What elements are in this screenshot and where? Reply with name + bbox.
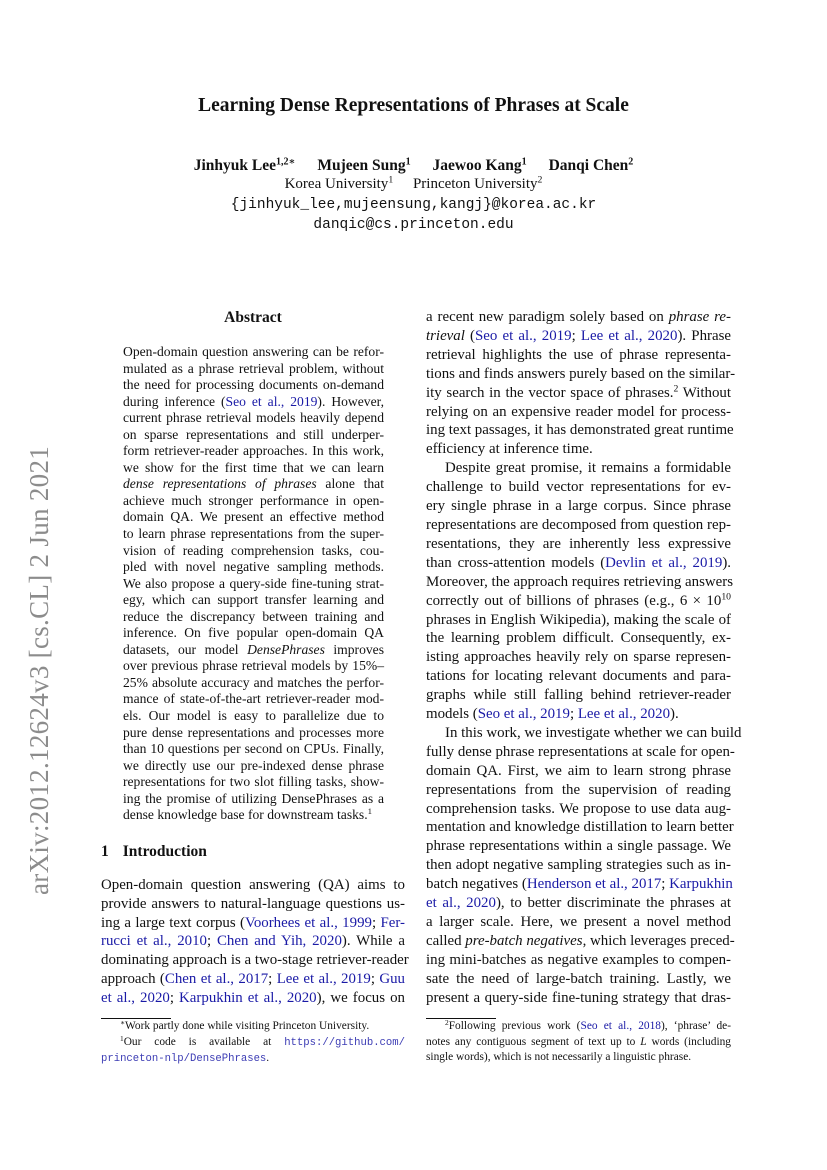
text-line (426, 421, 734, 440)
section-number: 1 (101, 843, 109, 860)
text: we show for the first time that we can learn (123, 459, 384, 475)
text: sate the need of large-batch training. Lastly, we (426, 970, 731, 987)
text-line (426, 554, 731, 573)
text: tions and finds answers purely based on the similar- (426, 365, 736, 382)
text: vision of reading comprehension tasks, cou- (123, 542, 384, 558)
text-line (101, 914, 405, 933)
text: ), we focus on (316, 989, 405, 1006)
text: the need for processing documents on-demand (123, 377, 384, 393)
text: approach ( (101, 970, 165, 987)
text-line (123, 509, 384, 526)
text-line (426, 762, 731, 781)
url-link[interactable]: https://github.com/ (284, 1036, 405, 1049)
text-line (426, 346, 731, 365)
footnote-mark: 1 (120, 1033, 124, 1043)
text: dominating approach is a two-stage retriever-reader (101, 952, 409, 968)
text: ). While a (341, 933, 405, 950)
text-line (426, 308, 731, 327)
text-line (426, 932, 735, 951)
citation-link[interactable]: Chen et al., 2017 (164, 970, 269, 987)
footnote-mark: 2 (445, 1017, 449, 1027)
text: ; (207, 933, 217, 950)
italic-text: trieval (426, 327, 465, 344)
text-line (123, 559, 384, 576)
introduction-body (101, 876, 409, 1007)
citation-link[interactable]: Seo et al., 2018 (580, 1020, 661, 1032)
text-line (426, 535, 731, 554)
text-line (101, 876, 405, 895)
text: current phrase retrieval models heavily depend (123, 410, 384, 426)
text-line (123, 741, 384, 758)
text-line (101, 932, 405, 951)
text-line (123, 394, 384, 411)
text-line (426, 913, 731, 932)
text-line (123, 625, 384, 642)
text: retrieval highlights the use of phrase representa- (426, 346, 731, 363)
text: pure dense representations and processes more (123, 724, 384, 740)
author-mark: 2 (628, 156, 634, 168)
text-line (123, 807, 384, 824)
text-line (426, 743, 735, 762)
text-line (123, 708, 384, 725)
text-line (426, 781, 731, 800)
text: mulated as a phrase retrieval problem, without (123, 360, 384, 376)
text: ). However, (317, 393, 384, 409)
text: then adopt negative sampling strategies such as in- (426, 857, 731, 874)
text: representations for two slot filling tasks, show- (123, 774, 384, 790)
text-line (123, 443, 384, 460)
text-line (426, 800, 731, 819)
author-list (0, 157, 827, 175)
author-name: Danqi Chen (548, 157, 629, 174)
author-name: Mujeen Sung (317, 157, 406, 174)
text: correctly out of billions of phrases (e.g., 6 × 10 (426, 592, 722, 609)
text: ing text passages, it has demonstrated great runtime (426, 422, 734, 439)
text-line (426, 951, 731, 970)
text-line (101, 970, 405, 989)
author (194, 157, 296, 174)
footnote-mark: ∗ (120, 1017, 126, 1027)
url-link[interactable]: princeton-nlp/DensePhrases (101, 1053, 267, 1066)
text-line (123, 609, 384, 626)
text-line (426, 403, 731, 422)
text: achieve much stronger performance in open- (123, 492, 384, 508)
text-line (426, 611, 731, 630)
text-line (426, 478, 731, 497)
text: els. Our model is easy to parallelize due to (123, 708, 384, 724)
text-line (123, 642, 384, 659)
text: ), to better discriminate the phrases at (495, 895, 731, 912)
author (317, 157, 410, 174)
text: called (426, 932, 466, 949)
text: Our code is available at (123, 1035, 285, 1048)
text: tations for locating relevant documents and para- (426, 668, 731, 685)
text-line (426, 1050, 731, 1066)
section-heading-introduction (101, 843, 207, 861)
text-line (123, 427, 384, 444)
citation-link[interactable]: et al., 2020 (101, 989, 170, 1006)
section-title: Introduction (122, 843, 207, 860)
citation-link[interactable]: Karpukhin (669, 876, 733, 893)
text-line (426, 365, 736, 384)
text: resentations, they are inherently less expressive (426, 535, 731, 552)
text: domain QA. We present an effective method (123, 509, 384, 525)
text-line (426, 818, 734, 837)
text: dense knowledge base for downstream tasks. (123, 807, 368, 823)
text: Moreover, the approach requires retrieving answers (426, 573, 734, 590)
footnotes-left (101, 1019, 405, 1068)
text-line (426, 1019, 731, 1035)
author (549, 157, 634, 174)
text: mance of state-of-the-art retriever-reader mod- (123, 691, 384, 707)
text-line (426, 894, 731, 913)
text-line (101, 989, 405, 1008)
text: mentation and knowledge distillation to learn better (426, 819, 734, 836)
text: comprehension tasks. We propose to use data aug- (426, 800, 731, 817)
text: models ( (426, 706, 478, 723)
text: reduce the discrepancy between training and (123, 608, 384, 624)
text: ; (661, 876, 670, 893)
text: graphs while still falling behind retriever-reader (426, 687, 731, 704)
author-name: Jinhyuk Lee (193, 157, 276, 174)
text-line (426, 592, 731, 611)
citation-link[interactable]: Seo et al., 2019 (477, 706, 570, 723)
text: representations from the supervision of reading (426, 781, 731, 798)
text-line (123, 791, 384, 808)
text-line (426, 970, 731, 989)
text: alone that (316, 476, 384, 492)
text: ing a large text corpus ( (101, 914, 245, 931)
text: on sparse representations and still underper- (123, 426, 384, 442)
text: than 10 questions per second on CPUs. Finally, (123, 741, 384, 757)
text-line (101, 895, 405, 914)
citation-link[interactable]: Henderson et al., 2017 (526, 876, 662, 893)
text: we directly use our pre-indexed dense phrase (123, 757, 384, 773)
text-line (426, 629, 731, 648)
text: challenge to build vector representations for ev- (426, 479, 731, 496)
citation-link[interactable]: Devlin et al., 2019 (605, 554, 723, 571)
text: Despite great promise, it remains a formidable (445, 460, 731, 477)
citation-link[interactable]: Lee et al., 2019 (276, 970, 371, 987)
citation-link[interactable]: Guu (379, 970, 405, 987)
abstract-body (123, 344, 384, 824)
text: present a query-side fine-tuning strategy that dras- (426, 989, 731, 1006)
text: improves (324, 641, 384, 657)
italic-text: L (640, 1035, 647, 1048)
text: than cross-attention models ( (426, 554, 606, 571)
text-line (101, 1035, 405, 1052)
text-line (426, 875, 731, 894)
text: to learn phrase representations from the super- (123, 526, 384, 542)
citation-link[interactable]: Fer- (380, 914, 405, 931)
text-line (426, 516, 731, 535)
text-line (123, 658, 384, 675)
citation-link[interactable]: Seo et al., 2019 (225, 393, 318, 409)
text: ; (371, 914, 381, 931)
right-column-body (426, 308, 742, 1008)
text-line (426, 989, 731, 1008)
text: over previous phrase retrieval models by 15%– (123, 658, 384, 674)
text: ). Phrase (677, 327, 731, 344)
author-mark: 1 (521, 156, 527, 168)
text-line (426, 459, 731, 478)
text-line (101, 1051, 405, 1068)
text-line (123, 758, 384, 775)
text: ; (268, 970, 277, 987)
text-line (426, 667, 731, 686)
text: words (including (646, 1035, 732, 1048)
text: phrases in English Wikipedia), making the scale of (426, 611, 731, 628)
text-line (123, 344, 384, 361)
text-line (123, 410, 384, 427)
author-mark: 1,2∗ (275, 156, 296, 168)
text: notes any contiguous segment of text up to (426, 1035, 641, 1048)
affiliation-mark: 2 (537, 174, 543, 186)
text: form retriever-reader approaches. In this work, (123, 443, 384, 459)
text: inference. On five popular open-domain QA (123, 625, 384, 641)
text-line (101, 1019, 405, 1035)
text-line (123, 691, 384, 708)
text: batch negatives ( (426, 876, 527, 893)
text: the learning problem difficult. Consequently, ex- (426, 630, 731, 647)
text: In this work, we investigate whether we can build (445, 724, 742, 741)
citation-link[interactable]: rucci et al., 2010 (101, 933, 207, 950)
footnote-mark: 2 (673, 383, 679, 395)
paper-title: Learning Dense Representations of Phrases at Scale (198, 95, 629, 116)
text: Open-domain question answering can be refor- (123, 344, 384, 359)
citation-link[interactable]: Lee et al., 2020 (577, 706, 671, 723)
footnote-mark: 10 (721, 591, 731, 603)
text-line (123, 576, 384, 593)
text: egy, which can support transfer learning and (123, 592, 384, 608)
arxiv-identifier: arXiv:2012.12624v3 [cs.CL] 2 Jun 2021 (24, 445, 54, 895)
text: Following previous work ( (448, 1020, 581, 1032)
text: ). (670, 706, 679, 723)
text: single words), which is not necessarily a linguistic phrase. (426, 1051, 692, 1064)
text: ing mini-batches as negative examples to compen- (426, 951, 731, 968)
italic-text: phrase re- (668, 309, 731, 325)
text-line (426, 573, 734, 592)
text: ; (569, 706, 578, 723)
text: ; (370, 970, 380, 987)
text-line (123, 377, 384, 394)
text: , which leverages preced- (582, 932, 735, 949)
text-line (426, 497, 731, 516)
text: during inference ( (123, 393, 226, 409)
text: 25% absolute accuracy and matches the perfor- (123, 674, 384, 690)
citation-link[interactable]: Karpukhin et al., 2020 (179, 989, 317, 1006)
affiliation-mark: 1 (388, 174, 394, 186)
author-emails: {jinhyuk_lee,mujeensung,kangj}@korea.ac.kr (230, 197, 597, 213)
citation-link[interactable]: Voorhees et al., 1999 (244, 914, 372, 931)
citation-link[interactable]: Seo et al., 2019 (475, 327, 572, 344)
author-email: danqic@cs.princeton.edu (313, 217, 514, 233)
text-line (426, 384, 731, 403)
text: Open-domain question answering (QA) aims to (101, 877, 405, 893)
text-line (426, 686, 731, 705)
text: ( (464, 327, 476, 344)
author-mark: 1 (405, 156, 411, 168)
text-line (426, 648, 731, 667)
author (433, 157, 527, 174)
text-line (426, 705, 731, 724)
text-line (426, 724, 742, 743)
abstract-heading: Abstract (224, 309, 282, 326)
citation-link[interactable]: et al., 2020 (426, 895, 496, 912)
text: ; (571, 327, 581, 344)
text: phrase representations within a single passage. We (426, 838, 731, 855)
italic-text: DensePhrases (247, 641, 325, 657)
italic-text: pre-batch negatives (465, 932, 583, 949)
text-line (123, 526, 384, 543)
affiliation-name: Princeton University (412, 176, 538, 192)
text-line (426, 440, 731, 459)
text-line (426, 1035, 731, 1051)
affiliation (413, 176, 542, 192)
text-line (123, 725, 384, 742)
citation-link[interactable]: Lee et al., 2020 (580, 327, 678, 344)
text: Work partly done while visiting Princeton University. (125, 1020, 370, 1032)
text: a recent new paradigm solely based on (426, 309, 669, 325)
text: ). (722, 554, 731, 571)
affiliations (0, 176, 827, 193)
citation-link[interactable]: Chen and Yih, 2020 (216, 933, 342, 950)
text: isting approaches heavily rely on sparse represen- (426, 649, 731, 666)
text-line (123, 774, 384, 791)
text-line (426, 856, 731, 875)
footnotes-right (426, 1019, 731, 1066)
text-line (123, 476, 384, 493)
text: a larger scale. Here, we present a novel method (426, 914, 731, 930)
text: ery single phrase in a large corpus. Since phrase (426, 498, 731, 515)
text: ), ‘phrase’ de- (661, 1020, 731, 1032)
text: representations are decomposed from question rep- (426, 516, 731, 533)
text: . (266, 1052, 270, 1065)
italic-text: dense representations of phrases (123, 476, 317, 492)
text: ing the promise of utilizing DensePhrases as a (123, 790, 384, 806)
footnote-mark: 1 (367, 806, 373, 817)
text-line (123, 493, 384, 510)
text-line (123, 361, 384, 378)
text-line (123, 543, 384, 560)
text: domain QA. First, we aim to learn strong phrase (426, 762, 731, 779)
text-line (123, 460, 384, 477)
text-line (123, 675, 384, 692)
text: datasets, our model (123, 641, 248, 657)
text: We also propose a query-side fine-tuning strat- (123, 575, 384, 591)
text: Without (678, 384, 731, 401)
text-line (101, 951, 409, 970)
author-name: Jaewoo Kang (432, 157, 522, 174)
text-line (426, 327, 731, 346)
text: provide answers to natural-language questions us- (101, 895, 405, 912)
text-line (426, 837, 731, 856)
text: ity search in the vector space of phrases. (426, 384, 674, 401)
affiliation (285, 176, 394, 192)
text: relying on an expensive reader model for process- (426, 403, 731, 420)
text: fully dense phrase representations at scale for open- (426, 743, 735, 760)
text: efficiency at inference time. (426, 441, 593, 458)
affiliation-name: Korea University (284, 176, 389, 192)
text-line (123, 592, 384, 609)
text: ; (169, 989, 180, 1006)
text: pled with novel negative sampling methods. (123, 559, 384, 575)
